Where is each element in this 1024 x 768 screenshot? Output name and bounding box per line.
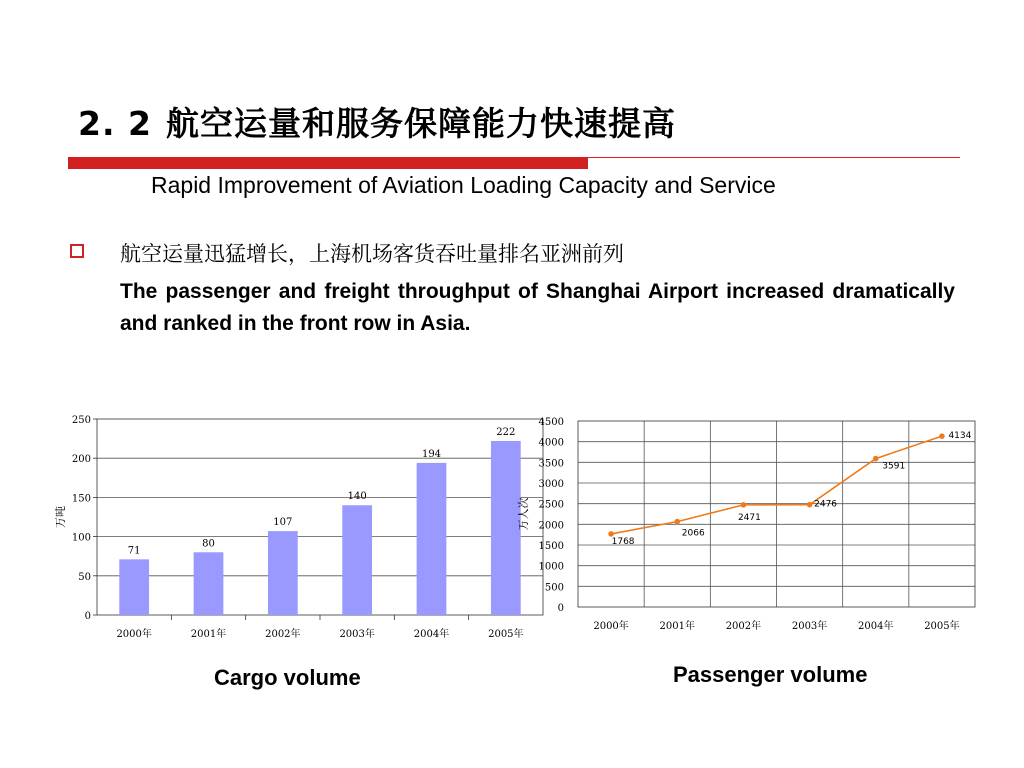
bar [194,552,224,615]
data-label: 2066 [681,528,705,539]
y-tick-label: 4000 [538,437,564,449]
title-underline-rule [588,157,960,158]
y-tick-label: 1500 [538,541,564,552]
x-tick-label: 2002年 [265,629,301,640]
x-tick-label: 2000年 [593,621,629,632]
x-tick-label: 2001年 [190,629,227,640]
x-tick-label: 2005年 [924,621,960,632]
title-number: 2. 2 [78,104,152,143]
y-tick-label: 50 [78,571,91,583]
data-label: 71 [127,545,141,557]
x-tick-label: 2002年 [725,621,762,632]
y-axis-label: 万人次 [517,497,530,531]
slide-subtitle: Rapid Improvement of Aviation Loading Capacity and Service [151,172,776,198]
data-label: 4134 [948,431,972,442]
y-tick-label: 3500 [538,458,564,470]
y-tick-label: 4500 [538,417,564,428]
x-tick-label: 2005年 [488,629,524,640]
y-tick-label: 1000 [538,561,564,573]
x-tick-label: 2004年 [858,621,894,632]
data-label: 140 [347,491,367,503]
y-tick-label: 2000 [538,520,564,532]
data-label: 2471 [737,512,761,523]
y-tick-label: 2500 [538,499,564,511]
bar [342,505,372,615]
x-tick-label: 2003年 [791,621,828,632]
bullet-text-chinese: 航空运量迅猛增长，上海机场客货吞吐量排名亚洲前列 [120,242,624,266]
bar [119,559,149,615]
cargo-chart-caption: Cargo volume [214,665,361,690]
plot-frame [97,419,543,615]
data-label: 107 [273,517,293,529]
data-label: 194 [421,448,442,460]
bar [268,531,298,615]
title-underline-bar [68,157,588,169]
y-tick-label: 3000 [538,479,564,490]
data-label: 222 [496,426,516,438]
y-tick-label: 0 [557,603,564,614]
data-label: 1768 [611,536,635,547]
title-text: 航空运量和服务保障能力快速提高 [165,104,676,143]
data-label: 80 [202,538,215,550]
y-tick-label: 100 [71,532,91,544]
data-point [807,502,813,508]
y-tick-label: 200 [71,454,91,466]
data-point [674,519,680,525]
data-label: 3591 [882,461,906,472]
bar [417,463,447,615]
slide-title [78,98,676,145]
x-tick-label: 2003年 [339,629,375,640]
y-axis-label: 万吨 [54,506,67,528]
square-bullet-icon [70,244,84,258]
x-tick-label: 2004年 [413,629,450,640]
y-tick-label: 250 [71,415,91,426]
data-point [873,456,879,462]
data-point [741,502,747,508]
data-point [608,531,614,537]
x-tick-label: 2000年 [116,629,152,640]
data-point [939,433,945,439]
x-tick-label: 2001年 [659,621,695,632]
bullet-text-english: The passenger and freight throughput of Shanghai Airport increased dramatically and ranked in the front row in Asia. [120,280,955,335]
data-label: 2476 [814,499,838,510]
y-tick-label: 150 [71,493,91,505]
y-tick-label: 500 [544,582,564,594]
passenger-volume-chart [515,405,985,645]
passenger-chart-caption: Passenger volume [673,662,868,687]
y-tick-label: 0 [84,611,91,622]
